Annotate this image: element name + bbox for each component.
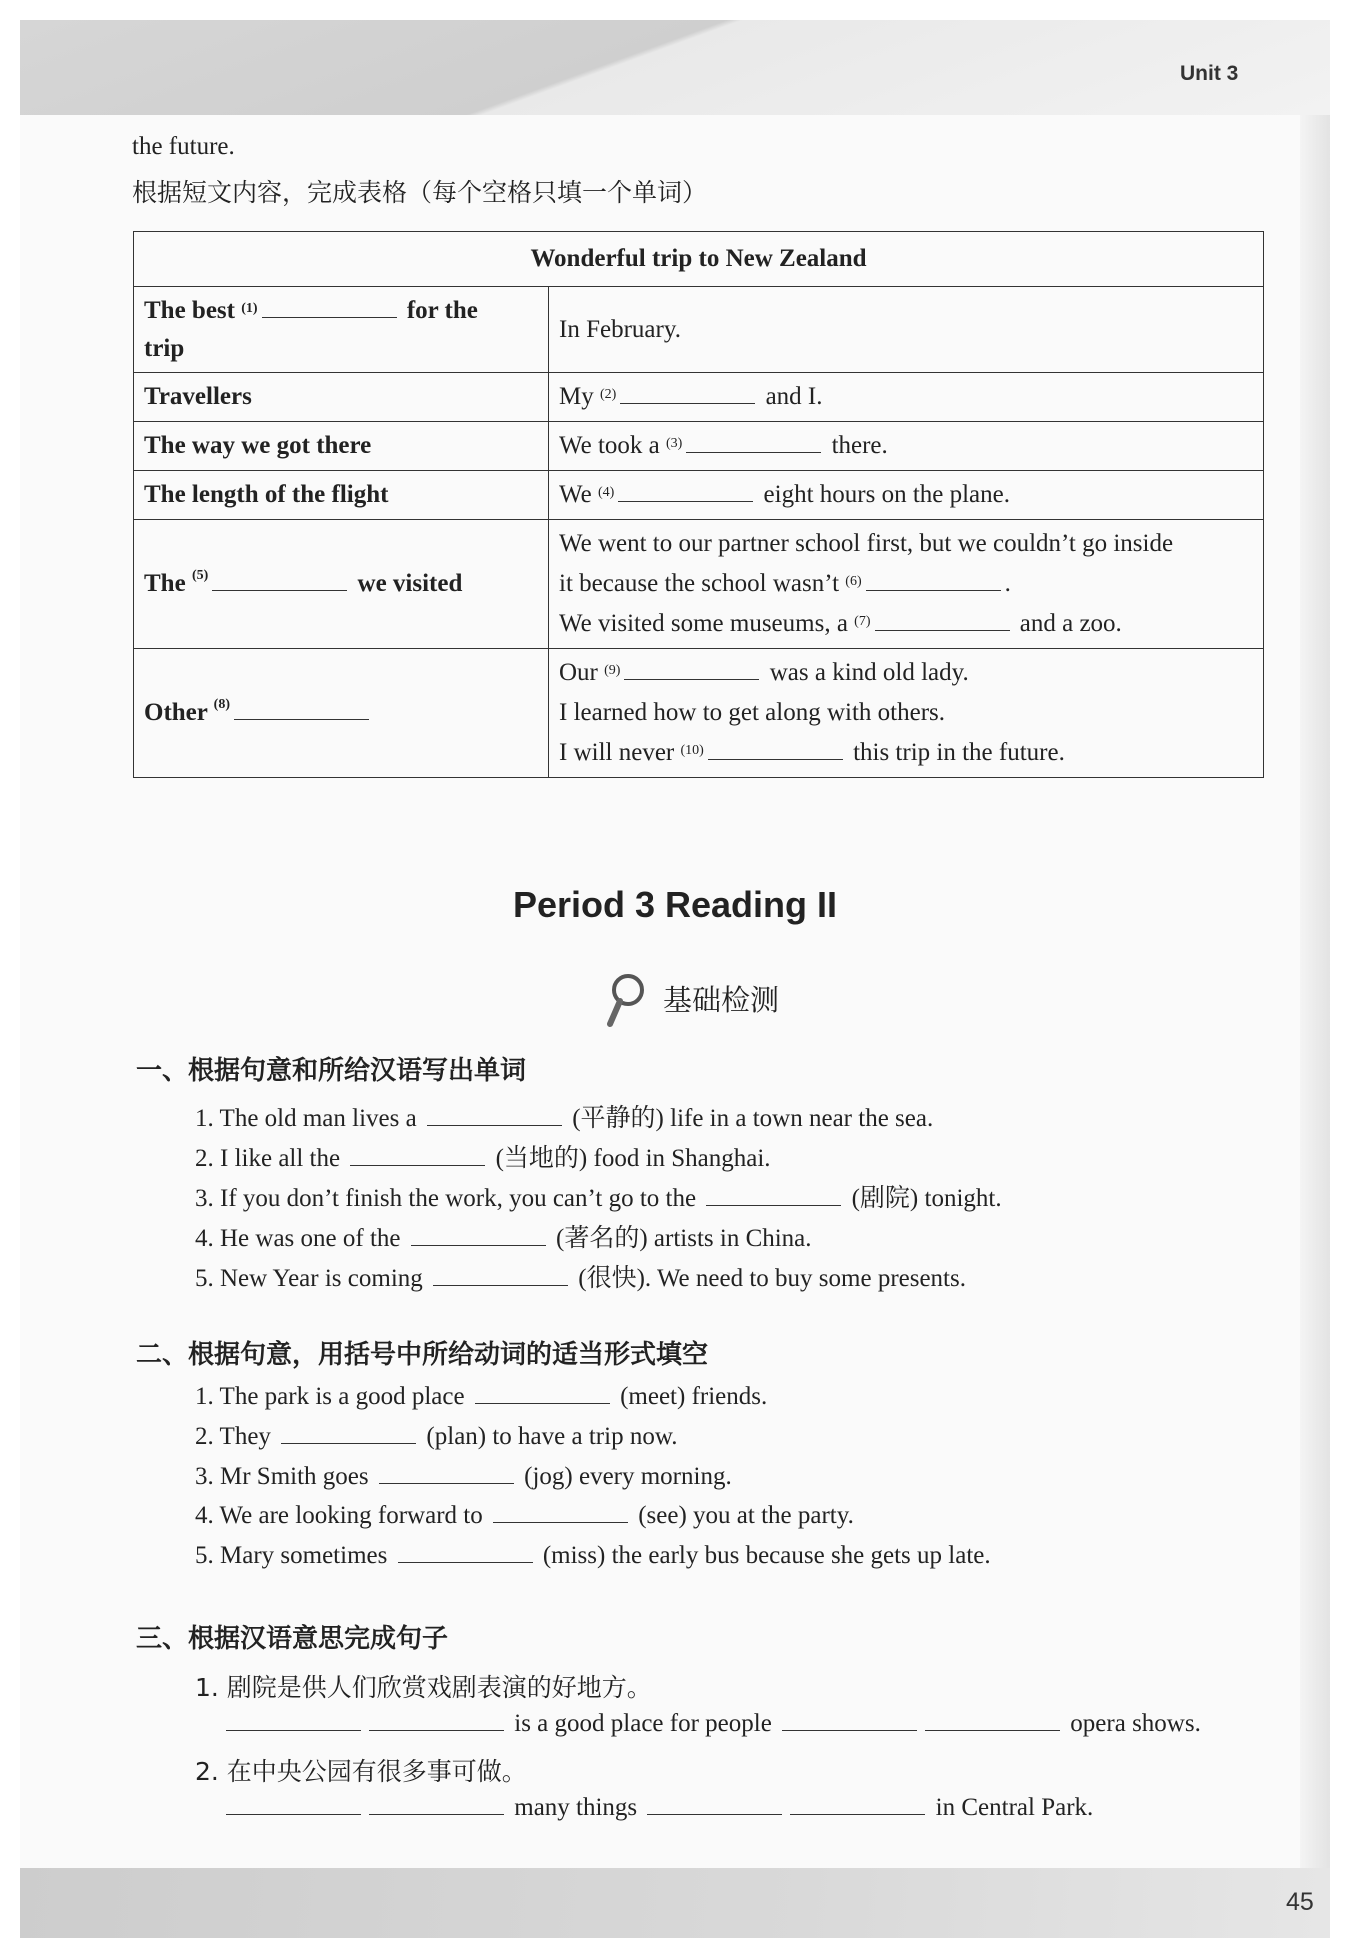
label-text: trip: [144, 334, 185, 362]
answer-blank[interactable]: [350, 1164, 485, 1166]
label-text: The: [144, 570, 192, 597]
page-number: 45: [1286, 1888, 1314, 1916]
table-title: Wonderful trip to New Zealand: [134, 232, 1264, 287]
table-instruction: 根据短文内容，完成表格（每个空格只填一个单词）: [132, 178, 708, 207]
item-text: (剧院) tonight.: [845, 1185, 1002, 1212]
item-text: (著名的) artists in China.: [549, 1225, 812, 1252]
blank-number: (1): [241, 300, 258, 316]
blank-number: (9): [604, 663, 621, 678]
cell-text: and I.: [759, 383, 823, 410]
blank-2[interactable]: [620, 402, 755, 404]
footer-band: [20, 1868, 1330, 1938]
trip-table: [133, 231, 1264, 778]
s3-q1-chinese: 1. 剧院是供人们欣赏戏剧表演的好地方。: [195, 1673, 652, 1702]
s2-item-4: [195, 1502, 854, 1530]
item-text: (平静的) life in a town near the sea.: [565, 1105, 934, 1132]
s3-q2-chinese: 2. 在中央公园有很多事可做。: [195, 1757, 527, 1786]
item-text: 1. The park is a good place: [195, 1383, 471, 1410]
page-edge-shadow: [1300, 115, 1330, 1868]
item-text: opera shows.: [1064, 1710, 1201, 1737]
blank-10[interactable]: [708, 758, 843, 760]
s1-item-3: [195, 1178, 1002, 1214]
item-text: (see) you at the party.: [631, 1502, 854, 1529]
s1-item-1: [195, 1098, 933, 1134]
item-text: many things: [508, 1794, 644, 1821]
cell-text: We took a: [559, 432, 666, 459]
blank-4[interactable]: [618, 500, 753, 502]
item-text: 5. Mary sometimes: [195, 1542, 394, 1569]
item-text: (plan) to have a trip now.: [420, 1423, 678, 1450]
s1-item-5: [195, 1258, 966, 1294]
cell-text: Our: [559, 659, 605, 686]
answer-blank[interactable]: [706, 1204, 841, 1206]
item-text: 4. We are looking forward to: [195, 1502, 489, 1529]
blank-8[interactable]: [234, 718, 369, 720]
cell-text: eight hours on the plane.: [757, 481, 1011, 508]
s2-item-2: [195, 1423, 678, 1451]
row-other-value: [549, 649, 1264, 778]
item-text: 3. If you don’t finish the work, you can’t go to the: [195, 1185, 703, 1212]
section3-heading: 三、根据汉语意思完成句子: [136, 1624, 449, 1654]
answer-blank[interactable]: [433, 1284, 568, 1286]
answer-blank[interactable]: [411, 1244, 546, 1246]
row-other-label: [134, 649, 549, 778]
item-text: (miss) the early bus because she gets up late.: [536, 1542, 991, 1569]
answer-blank[interactable]: [475, 1402, 610, 1404]
answer-blank[interactable]: [226, 1813, 361, 1815]
cell-text: .: [1004, 570, 1011, 597]
cell-text: it because the school wasn’t: [559, 570, 846, 597]
intro-line: the future.: [132, 133, 235, 160]
answer-blank[interactable]: [790, 1813, 925, 1815]
answer-blank[interactable]: [369, 1729, 504, 1731]
cell-text: We went to our partner school first, but we couldn’t go inside: [559, 530, 1174, 557]
item-text: 3. Mr Smith goes: [195, 1463, 375, 1490]
row-flight-length-value: [549, 471, 1264, 520]
item-text: 2. I like all the: [195, 1145, 347, 1172]
period-title: Period 3 Reading II: [512, 884, 838, 925]
section2-heading: 二、根据句意，用括号中所给动词的适当形式填空: [136, 1340, 709, 1370]
blank-number: (7): [854, 614, 871, 629]
cell-text: We: [559, 481, 598, 508]
answer-blank[interactable]: [379, 1482, 514, 1484]
blank-7[interactable]: [875, 629, 1010, 631]
magnifier-icon: [600, 970, 650, 1028]
row-visited-value: [549, 520, 1264, 649]
item-text: 4. He was one of the: [195, 1225, 407, 1252]
row-best-time-value: In February.: [549, 287, 1264, 373]
answer-blank[interactable]: [226, 1729, 361, 1731]
row-flight-length-label: The length of the flight: [134, 471, 549, 520]
s3-q1-answer-line: [222, 1710, 1201, 1738]
row-way-label: The way we got there: [134, 422, 549, 471]
blank-6[interactable]: [866, 589, 1001, 591]
item-text: in Central Park.: [929, 1794, 1094, 1821]
answer-blank[interactable]: [925, 1729, 1060, 1731]
item-text: 1. The old man lives a: [195, 1105, 423, 1132]
row-best-time-label: [134, 287, 549, 373]
answer-blank[interactable]: [647, 1813, 782, 1815]
item-text: (很快). We need to buy some presents.: [572, 1265, 966, 1292]
blank-3[interactable]: [686, 451, 821, 453]
answer-blank[interactable]: [398, 1561, 533, 1563]
s2-item-3: [195, 1463, 732, 1491]
section-subtitle: 基础检测: [663, 983, 780, 1017]
blank-number: (2): [599, 387, 617, 402]
blank-number: (5): [191, 568, 209, 583]
item-text: 2. They: [195, 1423, 278, 1450]
blank-5[interactable]: [212, 589, 347, 591]
blank-number: (3): [665, 436, 683, 451]
cell-text: was a kind old lady.: [763, 659, 969, 686]
blank-number: (4): [597, 485, 615, 500]
unit-label: Unit 3: [1180, 62, 1239, 85]
blank-1[interactable]: [262, 316, 397, 318]
cell-text: there.: [825, 432, 888, 459]
blank-number: (10): [680, 743, 704, 758]
cell-text: this trip in the future.: [846, 739, 1065, 766]
answer-blank[interactable]: [493, 1521, 628, 1523]
s3-q2-answer-line: [222, 1794, 1093, 1822]
blank-9[interactable]: [624, 678, 759, 680]
cell-text: I will never: [559, 739, 681, 766]
section1-heading: 一、根据句意和所给汉语写出单词: [136, 1056, 527, 1086]
item-text: (jog) every morning.: [517, 1463, 732, 1490]
cell-text: We visited some museums, a: [559, 610, 855, 637]
item-text: (当地的) food in Shanghai.: [489, 1145, 771, 1172]
item-text: is a good place for people: [508, 1710, 779, 1737]
label-text: The best: [144, 296, 242, 324]
row-visited-label: [134, 520, 549, 649]
cell-text: and a zoo.: [1013, 610, 1122, 637]
row-travellers-label: Travellers: [134, 373, 549, 422]
cell-text: My: [559, 383, 600, 410]
row-travellers-value: [549, 373, 1264, 422]
label-text: Other: [144, 699, 214, 726]
item-text: 5. New Year is coming: [195, 1265, 430, 1292]
answer-blank[interactable]: [427, 1124, 562, 1126]
blank-number: (8): [213, 697, 230, 712]
s1-item-4: [195, 1218, 812, 1254]
answer-blank[interactable]: [281, 1442, 416, 1444]
blank-number: (6): [845, 574, 862, 589]
s2-item-5: [195, 1542, 991, 1570]
header-band: [20, 20, 1330, 115]
s1-item-2: [195, 1138, 771, 1174]
answer-blank[interactable]: [782, 1729, 917, 1731]
answer-blank[interactable]: [369, 1813, 504, 1815]
label-text: we visited: [351, 570, 463, 597]
cell-text: I learned how to get along with others.: [559, 699, 946, 726]
label-text: for the: [400, 296, 478, 324]
s2-item-1: [195, 1383, 767, 1411]
row-way-value: [549, 422, 1264, 471]
item-text: (meet) friends.: [613, 1383, 768, 1410]
